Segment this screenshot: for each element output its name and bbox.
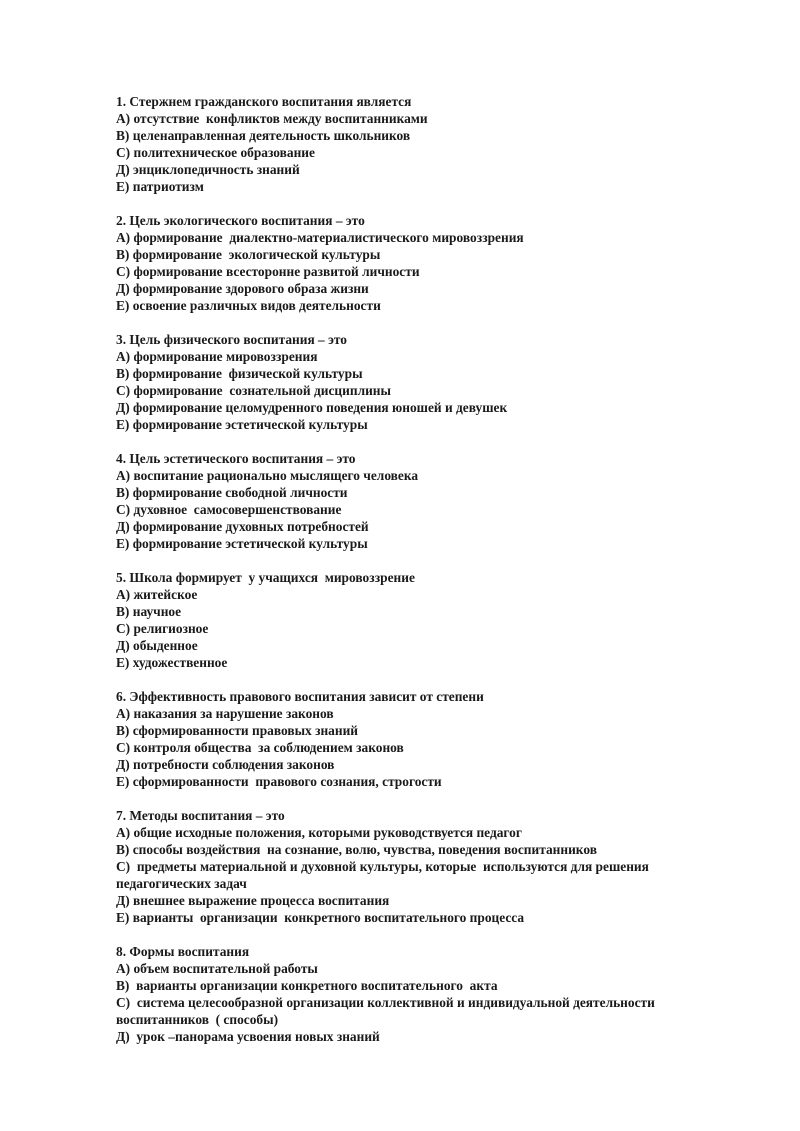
question-title: 3. Цель физического воспитания – это bbox=[116, 332, 347, 347]
answer-option: А) наказания за нарушение законов bbox=[116, 706, 334, 721]
answer-option: В) сформированности правовых знаний bbox=[116, 723, 359, 738]
question-7 bbox=[116, 807, 736, 926]
question-3 bbox=[116, 331, 736, 433]
question-title: 1. Стержнем гражданского воспитания является bbox=[116, 94, 412, 109]
answer-option: С) система целесообразной организации коллективной и индивидуальной деятельности воспитанников ( способы) bbox=[116, 995, 659, 1027]
answer-option: А) житейское bbox=[116, 587, 198, 602]
question-6 bbox=[116, 688, 736, 790]
answer-option: В) способы воздействия на сознание, волю, чувства, поведения воспитанников bbox=[116, 842, 597, 857]
answer-option: С) формирование сознательной дисциплины bbox=[116, 383, 391, 398]
answer-option: В) научное bbox=[116, 604, 182, 619]
answer-option: А) отсутствие конфликтов между воспитанниками bbox=[116, 111, 428, 126]
answer-option: Д) формирование здорового образа жизни bbox=[116, 281, 369, 296]
answer-option: А) воспитание рационально мыслящего человека bbox=[116, 468, 419, 483]
test-document bbox=[116, 93, 736, 1062]
answer-option: Д) формирование духовных потребностей bbox=[116, 519, 369, 534]
answer-option: А) общие исходные положения, которыми руководствуется педагог bbox=[116, 825, 522, 840]
answer-option: Е) художественное bbox=[116, 655, 228, 670]
question-title: 5. Школа формирует у учащихся мировоззрение bbox=[116, 570, 415, 585]
answer-option: Е) сформированности правового сознания, строгости bbox=[116, 774, 442, 789]
question-title: 4. Цель эстетического воспитания – это bbox=[116, 451, 356, 466]
answer-option: Д) потребности соблюдения законов bbox=[116, 757, 335, 772]
question-title: 6. Эффективность правового воспитания зависит от степени bbox=[116, 689, 484, 704]
answer-option: Е) патриотизм bbox=[116, 179, 204, 194]
question-title: 7. Методы воспитания – это bbox=[116, 808, 285, 823]
answer-option: Д) обыденное bbox=[116, 638, 198, 653]
question-1 bbox=[116, 93, 736, 195]
answer-option: Е) варианты организации конкретного воспитательного процесса bbox=[116, 910, 525, 925]
question-2 bbox=[116, 212, 736, 314]
answer-option: В) варианты организации конкретного воспитательного акта bbox=[116, 978, 498, 993]
answer-option: Д) формирование целомудренного поведения юношей и девушек bbox=[116, 400, 508, 415]
question-title: 2. Цель экологического воспитания – это bbox=[116, 213, 365, 228]
question-title: 8. Формы воспитания bbox=[116, 944, 250, 959]
answer-option: С) контроля общества за соблюдением законов bbox=[116, 740, 404, 755]
answer-option: С) предметы материальной и духовной культуры, которые используются для решения педагогических задач bbox=[116, 859, 653, 891]
answer-option: В) формирование экологической культуры bbox=[116, 247, 381, 262]
answer-option: С) духовное самосовершенствование bbox=[116, 502, 342, 517]
answer-option: С) религиозное bbox=[116, 621, 209, 636]
question-4 bbox=[116, 450, 736, 552]
answer-option: В) формирование физической культуры bbox=[116, 366, 363, 381]
answer-option: В) целенаправленная деятельность школьников bbox=[116, 128, 411, 143]
answer-option: В) формирование свободной личности bbox=[116, 485, 348, 500]
answer-option: Е) формирование эстетической культуры bbox=[116, 417, 368, 432]
answer-option: А) формирование мировоззрения bbox=[116, 349, 318, 364]
answer-option: А) объем воспитательной работы bbox=[116, 961, 318, 976]
question-8 bbox=[116, 943, 736, 1045]
answer-option: Д) энциклопедичность знаний bbox=[116, 162, 300, 177]
answer-option: С) формирование всесторонне развитой личности bbox=[116, 264, 420, 279]
answer-option: Д) внешнее выражение процесса воспитания bbox=[116, 893, 390, 908]
answer-option: Е) освоение различных видов деятельности bbox=[116, 298, 381, 313]
answer-option: Д) урок –панорама усвоения новых знаний bbox=[116, 1029, 380, 1044]
question-5 bbox=[116, 569, 736, 671]
answer-option: С) политехническое образование bbox=[116, 145, 315, 160]
answer-option: А) формирование диалектно-материалистического мировоззрения bbox=[116, 230, 524, 245]
answer-option: Е) формирование эстетической культуры bbox=[116, 536, 368, 551]
